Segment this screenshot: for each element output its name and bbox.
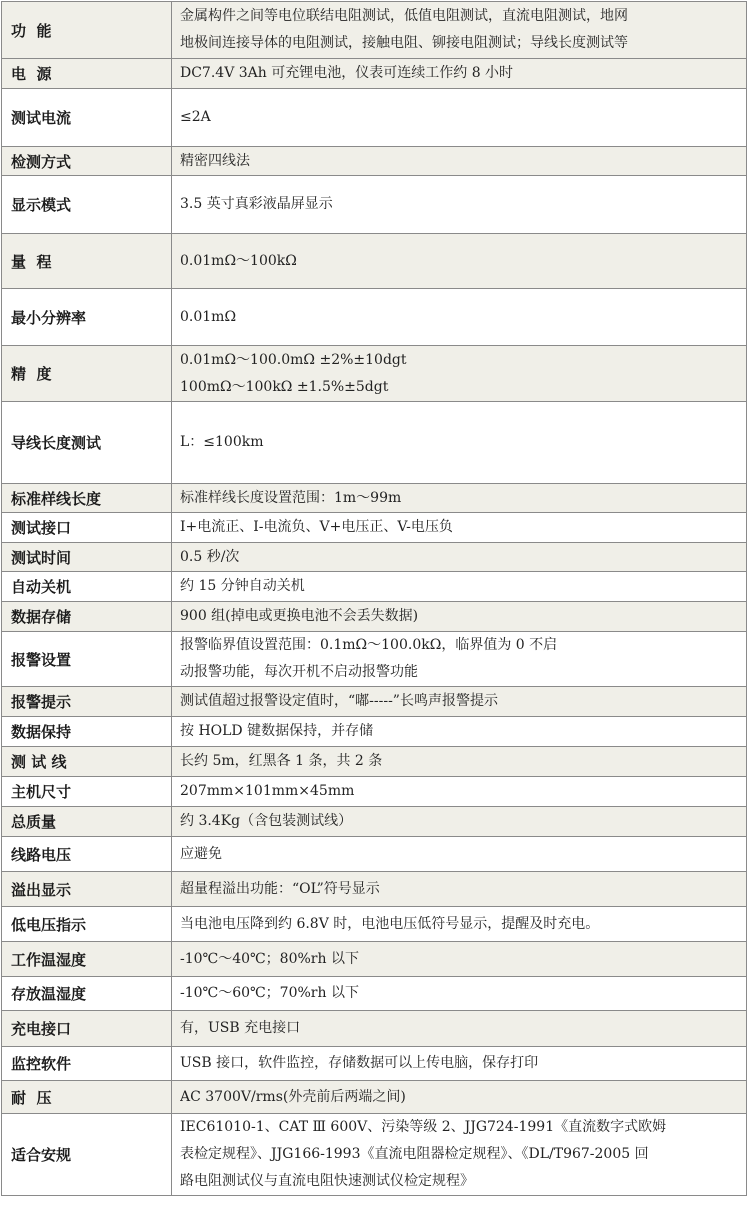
spec-value-overflow-display — [172, 872, 747, 907]
spec-value-line: 长约 5m，红黑各 1 条，共 2 条 — [180, 753, 383, 769]
spec-value-auto-power-off — [172, 572, 747, 602]
spec-value-line: USB 接口，软件监控，存储数据可以上传电脑，保存打印 — [180, 1055, 539, 1071]
spec-row-low-voltage-indicator — [2, 907, 747, 942]
spec-value-line: ≤2A — [180, 109, 211, 125]
spec-row-total-weight — [2, 807, 747, 837]
spec-value-test-time — [172, 543, 747, 572]
spec-value-line: 动报警功能，每次开机不启动报警功能 — [180, 664, 418, 680]
spec-label-data-hold: 数据保持 — [2, 717, 172, 747]
spec-value-test-interface — [172, 513, 747, 543]
spec-value-line: 标准样线长度设置范围：1m～99m — [180, 489, 402, 506]
spec-value-line: 100mΩ～100kΩ ±1.5%±5dgt — [180, 378, 389, 395]
spec-label-standard-sample-length: 标准样线长度 — [2, 484, 172, 513]
spec-label-detection-method: 检测方式 — [2, 147, 172, 176]
spec-value-wire-length-test — [172, 402, 747, 484]
spec-value-line: L：≤100km — [180, 434, 264, 450]
spec-value-line: 207mm×101mm×45mm — [180, 783, 355, 799]
spec-value-line: -10℃～40℃；80%rh 以下 — [180, 950, 359, 967]
spec-label-test-leads: 测 试 线 — [2, 747, 172, 777]
spec-value-line: 超量程溢出功能：“OL”符号显示 — [180, 880, 380, 897]
spec-value-line: 测试值超过报警设定值时，“嘟-----”长鸣声报警提示 — [180, 693, 498, 709]
spec-value-min-resolution — [172, 289, 747, 346]
spec-label-monitoring-software: 监控软件 — [2, 1047, 172, 1081]
spec-value-line: 路电阻测试仪与直流电阻快速测试仪检定规程》 — [180, 1173, 474, 1189]
spec-row-test-time — [2, 543, 747, 572]
spec-value-line: 金属构件之间等电位联结电阻测试，低值电阻测试，直流电阻测试，地网 — [180, 8, 628, 24]
spec-value-line: -10℃～60℃；70%rh 以下 — [180, 985, 359, 1001]
spec-row-withstand-voltage — [2, 1081, 747, 1114]
spec-row-data-storage — [2, 602, 747, 632]
spec-value-power-supply — [172, 59, 747, 89]
spec-value-function — [172, 2, 747, 59]
spec-label-storage-temp-humidity: 存放温湿度 — [2, 977, 172, 1011]
spec-row-auto-power-off — [2, 572, 747, 602]
spec-value-line: 表检定规程》、JJG166-1993《直流电阻器检定规程》、《DL/T967-2005 回 — [180, 1146, 649, 1162]
spec-label-safety-standards: 适合安规 — [2, 1114, 172, 1196]
spec-row-charging-port — [2, 1011, 747, 1047]
spec-label-charging-port: 充电接口 — [2, 1011, 172, 1047]
spec-value-line: 约 3.4Kg（含包装测试线） — [180, 813, 353, 829]
spec-label-power-supply: 电 源 — [2, 59, 172, 89]
spec-label-total-weight: 总质量 — [2, 807, 172, 837]
spec-table-body — [2, 2, 747, 1196]
spec-value-line: 报警临界值设置范围：0.1mΩ～100.0kΩ，临界值为 0 不启 — [180, 637, 558, 653]
spec-label-data-storage: 数据存储 — [2, 602, 172, 632]
spec-value-line: AC 3700V/rms(外壳前后两端之间) — [180, 1088, 406, 1105]
spec-label-accuracy: 精 度 — [2, 346, 172, 402]
spec-value-line: 0.01mΩ — [180, 308, 237, 325]
spec-row-test-interface — [2, 513, 747, 543]
spec-table — [1, 1, 747, 1196]
spec-value-line: 900 组(掉电或更换电池不会丢失数据) — [180, 608, 419, 624]
spec-row-alarm-prompt — [2, 687, 747, 717]
spec-row-accuracy — [2, 346, 747, 402]
spec-row-detection-method — [2, 147, 747, 176]
spec-value-measurement-range — [172, 234, 747, 289]
spec-value-line: IEC61010-1、CAT Ⅲ 600V、污染等级 2、JJG724-1991《直流数字式欧姆 — [180, 1119, 667, 1135]
spec-value-charging-port — [172, 1011, 747, 1047]
spec-label-low-voltage-indicator: 低电压指示 — [2, 907, 172, 942]
spec-label-alarm-prompt: 报警提示 — [2, 687, 172, 717]
spec-row-test-leads — [2, 747, 747, 777]
spec-value-accuracy — [172, 346, 747, 402]
spec-label-function: 功 能 — [2, 2, 172, 59]
spec-value-line: 精密四线法 — [180, 152, 250, 169]
spec-value-storage-temp-humidity — [172, 977, 747, 1011]
spec-value-data-storage — [172, 602, 747, 632]
spec-value-total-weight — [172, 807, 747, 837]
spec-value-line-voltage — [172, 837, 747, 872]
spec-value-low-voltage-indicator — [172, 907, 747, 942]
spec-row-display-mode — [2, 176, 747, 234]
spec-value-line: 3.5 英寸真彩液晶屏显示 — [180, 196, 333, 212]
spec-row-standard-sample-length — [2, 484, 747, 513]
spec-row-host-dimensions — [2, 777, 747, 807]
spec-value-line: 0.5 秒/次 — [180, 548, 240, 565]
spec-value-line: 当电池电压降到约 6.8V 时，电池电压低符号显示，提醒及时充电。 — [180, 915, 600, 932]
spec-value-line: 约 15 分钟自动关机 — [180, 578, 305, 594]
spec-row-line-voltage — [2, 837, 747, 872]
spec-value-standard-sample-length — [172, 484, 747, 513]
spec-row-monitoring-software — [2, 1047, 747, 1081]
spec-value-line: 地极间连接导体的电阻测试，接触电阻、铆接电阻测试；导线长度测试等 — [180, 35, 628, 51]
spec-value-host-dimensions — [172, 777, 747, 807]
spec-value-line: 应避免 — [180, 845, 222, 862]
spec-value-withstand-voltage — [172, 1081, 747, 1114]
spec-label-auto-power-off: 自动关机 — [2, 572, 172, 602]
spec-label-test-interface: 测试接口 — [2, 513, 172, 543]
spec-row-power-supply — [2, 59, 747, 89]
spec-row-data-hold — [2, 717, 747, 747]
spec-label-alarm-setting: 报警设置 — [2, 632, 172, 687]
spec-value-safety-standards — [172, 1114, 747, 1196]
spec-value-line: 有，USB 充电接口 — [180, 1020, 301, 1036]
spec-row-safety-standards — [2, 1114, 747, 1196]
spec-value-line: DC7.4V 3Ah 可充锂电池，仪表可连续工作约 8 小时 — [180, 65, 514, 81]
spec-value-line: I+电流正、I-电流负、V+电压正、V-电压负 — [180, 519, 453, 535]
spec-value-monitoring-software — [172, 1047, 747, 1081]
spec-value-test-current — [172, 89, 747, 147]
spec-value-test-leads — [172, 747, 747, 777]
spec-value-alarm-prompt — [172, 687, 747, 717]
spec-row-test-current — [2, 89, 747, 147]
spec-label-test-time: 测试时间 — [2, 543, 172, 572]
spec-label-withstand-voltage: 耐 压 — [2, 1081, 172, 1114]
spec-value-data-hold — [172, 717, 747, 747]
spec-row-function — [2, 2, 747, 59]
spec-label-measurement-range: 量 程 — [2, 234, 172, 289]
spec-label-display-mode: 显示模式 — [2, 176, 172, 234]
spec-row-overflow-display — [2, 872, 747, 907]
spec-label-min-resolution: 最小分辨率 — [2, 289, 172, 346]
spec-value-detection-method — [172, 147, 747, 176]
spec-label-overflow-display: 溢出显示 — [2, 872, 172, 907]
spec-row-operating-temp-humidity — [2, 942, 747, 977]
spec-row-alarm-setting — [2, 632, 747, 687]
spec-label-operating-temp-humidity: 工作温湿度 — [2, 942, 172, 977]
spec-row-wire-length-test — [2, 402, 747, 484]
spec-value-line: 0.01mΩ～100.0mΩ ±2%±10dgt — [180, 351, 407, 368]
spec-value-alarm-setting — [172, 632, 747, 687]
spec-value-line: 0.01mΩ～100kΩ — [180, 252, 297, 269]
spec-label-host-dimensions: 主机尺寸 — [2, 777, 172, 807]
spec-label-test-current: 测试电流 — [2, 89, 172, 147]
spec-row-measurement-range — [2, 234, 747, 289]
spec-value-operating-temp-humidity — [172, 942, 747, 977]
spec-row-storage-temp-humidity — [2, 977, 747, 1011]
spec-value-display-mode — [172, 176, 747, 234]
spec-label-wire-length-test: 导线长度测试 — [2, 402, 172, 484]
spec-row-min-resolution — [2, 289, 747, 346]
spec-label-line-voltage: 线路电压 — [2, 837, 172, 872]
spec-value-line: 按 HOLD 键数据保持，并存储 — [180, 723, 374, 739]
